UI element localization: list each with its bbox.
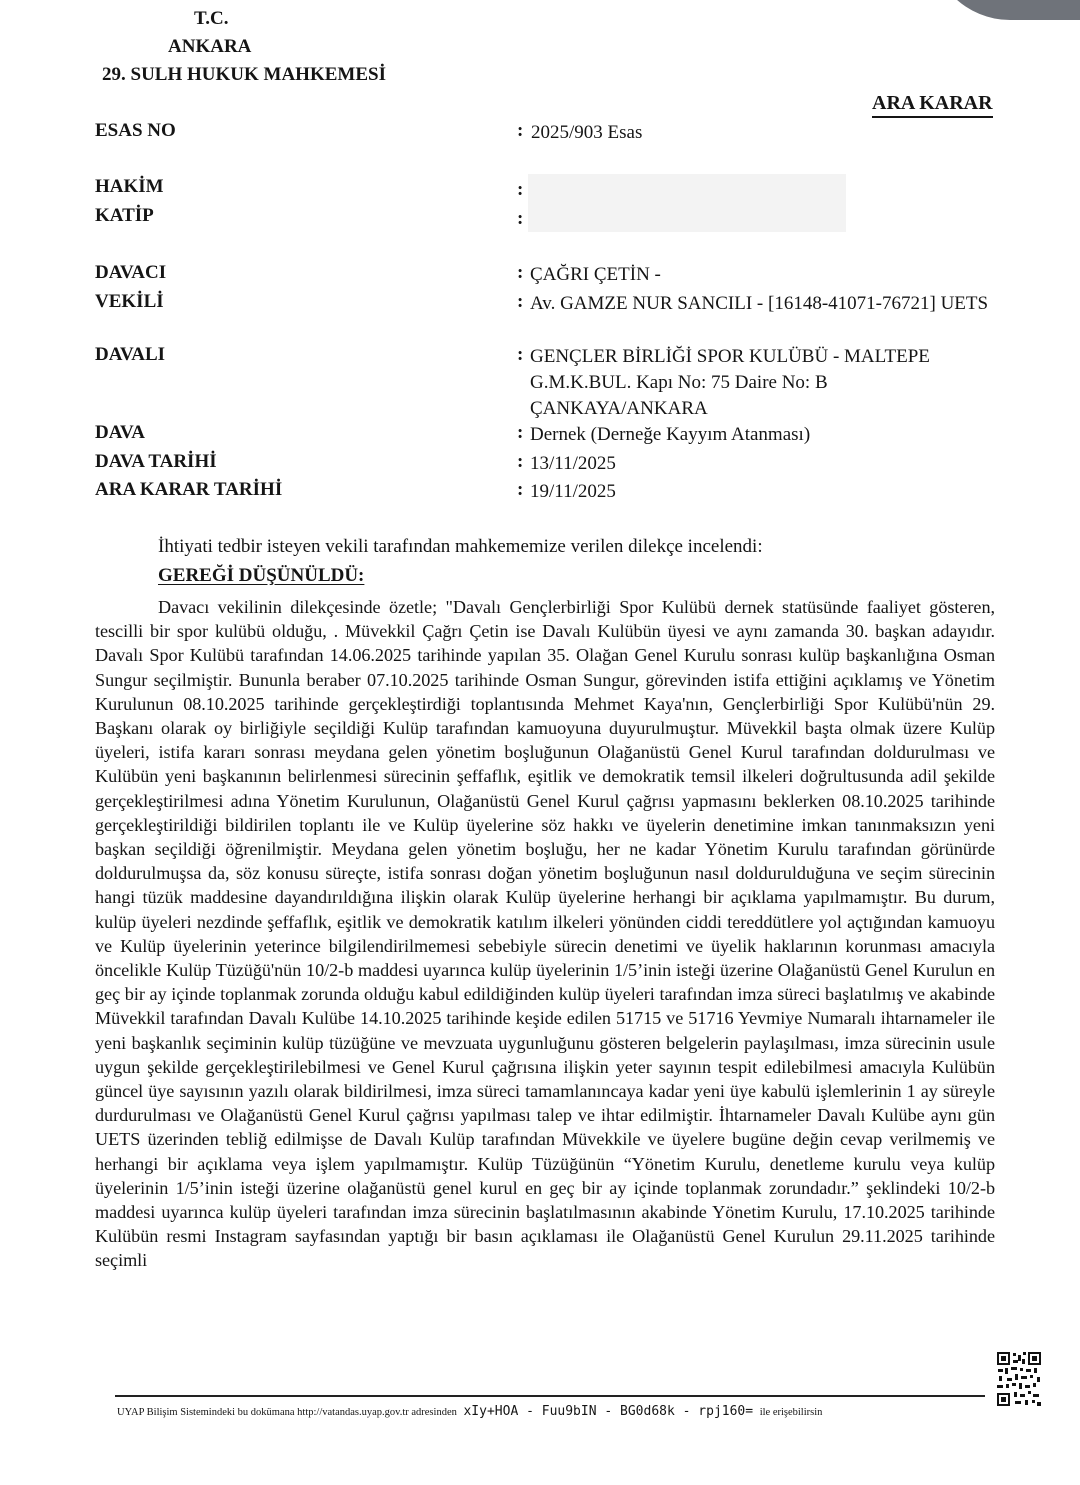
ara-karar-tarihi-value: 19/11/2025 bbox=[530, 481, 616, 502]
header-city: ANKARA bbox=[168, 36, 252, 57]
esas-no-label: ESAS NO bbox=[95, 120, 176, 141]
vekili-label: VEKİLİ bbox=[95, 291, 164, 312]
dava-tarihi-label: DAVA TARİHİ bbox=[95, 451, 217, 472]
colon: : bbox=[517, 291, 524, 312]
verification-code: xIy+HOA - Fuu9bIN - BG0d68k - rpj160= bbox=[463, 1404, 754, 1419]
colon: : bbox=[517, 451, 524, 472]
davaci-value: ÇAĞRI ÇETİN - bbox=[530, 264, 661, 285]
colon: : bbox=[517, 344, 524, 365]
davaci-label: DAVACI bbox=[95, 262, 167, 283]
colon: : bbox=[517, 479, 524, 500]
esas-no-value: 2025/903 Esas bbox=[531, 122, 643, 143]
colon: : bbox=[517, 422, 524, 443]
dava-value: Dernek (Derneğe Kayyım Atanması) bbox=[530, 424, 811, 445]
dava-tarihi-value: 13/11/2025 bbox=[530, 453, 616, 474]
ara-karar-tarihi-label: ARA KARAR TARİHİ bbox=[95, 479, 283, 500]
davali-value: GENÇLER BİRLİĞİ SPOR KULÜBÜ - MALTEPE G.M.K.BUL. Kapı No: 75 Daire No: B ÇANKAYA/ANKARA bbox=[530, 346, 930, 419]
colon: : bbox=[517, 120, 524, 141]
footer-text-before: UYAP Bilişim Sistemindeki bu dokümana http://vatandas.uyap.gov.tr adresinden bbox=[117, 1407, 457, 1418]
header-country: T.C. bbox=[194, 8, 229, 29]
vekili-value: Av. GAMZE NUR SANCILI - [16148-41071-76721] UETS bbox=[530, 293, 989, 314]
colon: : bbox=[517, 208, 524, 229]
body-paragraph: Davacı vekilinin dilekçesinde özetle; "Davalı Gençlerbirliği Spor Kulübü dernek statüsünde faaliyet gösteren, tescilli bir spor kulübü olduğu, . Müvekkil Çağrı Çetin ise Davalı Kulübün üyesi ve aynı zamanda 30. başkan adayıdır. Davalı Spor Kulübü tarafından 14.06.2025 tarihinde yapılan 35. Olağan Genel Kurulu sonrası kulüp başkanlığına Osman Sungur seçilmiştir. Bununla beraber 07.10.2025 tarihinde Osman Sungur, görevinden istifa ettiğini açıklamış ve Yönetim Kurulunun 08.10.2025 tarihinde gerçekleştirdiği toplantısında Mehmet Kaya'nın, Gençlerbirliği Spor Kulübü'nün 29. Başkanı olarak oy birliğiyle seçildiği Kulüp tarafından kamuoyuna duyurulmuştur. Müvekkil başta olmak üzere Kulüp üyeleri, istifa kararı sonrası meydana gelen yönetim boşluğunun Olağanüstü Genel Kurul tarafından doldurulması ve Kulübün yeni başkanının belirlenmesi sürecinin şeffaflık, eşitlik ve demokratik temsil ilkeleri doğrultusunda adil şekilde gerçekleştirilmesi adına Yönetim Kurulunun, Olağanüstü Genel Kurul çağrısı yapmasını beklerken 08.10.2025 tarihinde gerçekleştirildiği bildirilen toplantı ile ve Kulüp üyelerine söz hakkı ve üyelerin denetimine imkan tanınmaksızın yeni başkan seçildiği öğrenilmiştir. Meydana gelen yönetim boşluğu, her ne kadar Yönetim Kurulu tarafından görünürde doldurulmuşsa da, söz konusu süreçte, istifa sonrası doğan yönetim boşluğunun nasıl doldurulduğuna ve seçim sürecinin hangi tüzük maddesine dayandırıldığına ilişkin olarak Kulüp üyelerine herhangi bir açıklama yapılmamıştır. Bu durum, kulüp üyeleri nezdinde şeffaflık, eşitlik ve demokratik katılım ilkeleri yönünden ciddi tereddütlere yol açtığından kamuoyu ve Kulüp üyelerinin yeterince bilgilendirilmemesi sebebiyle sürecin denetimi ve üyelik haklarının korunması amacıyla öncelikle Kulüp Tüzüğü'nün 10/2-b maddesi uyarınca kulüp üyelerinin 1/5’inin isteği üzerine Olağanüstü Genel Kurulun en geç bir ay içinde toplanmak zorunda olduğu kabul edildiğinden kulüp üyeleri tarafından imza süreci başlatılmış ve akabinde Müvekkil tarafından Davalı Kulübe 14.10.2025 tarihinde keşide edilen 51715 ve 51716 Yevmiye Numaralı ihtarnameler ile yeni başkanlık seçiminin kulüp tüzüğüne ve mevzuata uygunluğunu gösteren belgelerin paylaşılması, imza sürecinin usule uygun şekilde gerçekleştirilebilmesi ve Genel Kurul çağrısına ilişkin yeter sayının tespit edilebilmesi amacıyla Kulübün güncel üye sayısının yazılı olarak bildirilmesi, imza süreci tamamlanıncaya kadar yeni üye kabulü işlemlerinin 1 ay süreyle durdurulması ve Olağanüstü Genel Kurul çağrısı yapılması talep ve ihtar edilmiştir. İhtarnameler Davalı Kulübe aynı gün UETS üzerinden tebliğ edilmişse de Davalı Kulüp tarafından Müvekkile ve üyelere bugüne değin cevap verilmemiş ve herhangi bir açıklama veya işlem yapılmamıştır. Kulüp Tüzüğünün “Yönetim Kurulu, denetleme kurulu veya kulüp üyelerinin 1/5’inin isteği üzerine olağanüstü genel kurul en geç bir ay içinde toplanmak zorundadır.” şeklindeki 10/2-b maddesi uyarınca kulüp üyeleri tarafından imza sürecinin başlatılmasının akabinde Yönetim Kurulu, 17.10.2025 tarihinde Kulübün resmi Instagram sayfasından yaptığı bir basın açıklaması ile Olağanüstü Genel Kurulun 29.11.2025 tarihinde seçimli bbox=[95, 597, 995, 1271]
header-court-name: 29. SULH HUKUK MAHKEMESİ bbox=[102, 64, 386, 85]
katip-label: KATİP bbox=[95, 205, 154, 226]
colon: : bbox=[517, 179, 524, 200]
document-title: ARA KARAR bbox=[872, 92, 993, 118]
qr-code-icon bbox=[995, 1350, 1043, 1408]
page-corner-shadow bbox=[930, 0, 1080, 20]
hakim-label: HAKİM bbox=[95, 176, 164, 197]
footer bbox=[117, 1404, 822, 1419]
intro-sentence: İhtiyati tedbir isteyen vekili tarafından mahkememize verilen dilekçe incelendi: bbox=[158, 536, 763, 557]
redacted-names-block bbox=[528, 174, 846, 232]
davali-label: DAVALI bbox=[95, 344, 166, 365]
dava-label: DAVA bbox=[95, 422, 145, 443]
footer-text-after: ile erişebilirsin bbox=[759, 1407, 823, 1418]
section-heading: GEREĞİ DÜŞÜNÜLDÜ: bbox=[158, 565, 365, 586]
colon: : bbox=[517, 262, 524, 283]
footer-divider bbox=[115, 1395, 985, 1397]
